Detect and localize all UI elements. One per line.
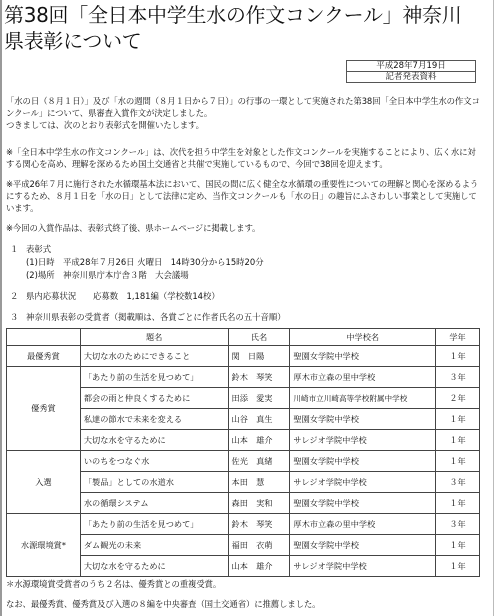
- essay-title: 「製品」としての水道水: [80, 472, 228, 493]
- grade: １年: [436, 409, 480, 430]
- ceremony-place: (2)場所 神奈川県庁本庁舎３階 大会議場: [26, 270, 189, 280]
- page-right-border: [493, 0, 494, 616]
- grade: ３年: [436, 367, 480, 388]
- school-name: 聖園女学院中学校: [290, 493, 436, 514]
- author-name: 鈴木 琴笑: [228, 514, 290, 535]
- section-1-title: 表彰式: [26, 244, 52, 254]
- table-row: [7, 451, 480, 472]
- footnote-duplicate: ＊水源環境賞受賞者のうち２名は、優秀賞との重複受賞。: [6, 579, 222, 589]
- school-name: 厚木市立森の里中学校: [290, 367, 436, 388]
- essay-title: 「あたり前の生活を見つめて」: [80, 514, 228, 535]
- school-name: 聖園女学院中学校: [290, 535, 436, 556]
- ceremony-date: (1)日時 平成28年７月26日 火曜日 14時30分から15時20分: [26, 257, 264, 267]
- header-name: 氏名: [228, 329, 290, 346]
- intro-paragraph-2: つきましては、次のとおり表彰式を開催いたします。: [6, 120, 204, 130]
- essay-title: いのちをつなぐ水: [80, 451, 228, 472]
- essay-title: 大切な水のためにできること: [80, 346, 228, 367]
- press-release-meta: [346, 60, 476, 83]
- school-name: 聖園女学院中学校: [290, 451, 436, 472]
- grade: １年: [436, 535, 480, 556]
- author-name: 福田 衣萌: [228, 535, 290, 556]
- author-name: 山本 雄介: [228, 430, 290, 451]
- essay-title: 大切な水を守るために: [80, 556, 228, 577]
- author-name: 佐光 真緒: [228, 451, 290, 472]
- award-water-source: 水源環境賞*: [7, 514, 81, 577]
- author-name: 山本 雄介: [228, 556, 290, 577]
- awards-table-header: [7, 329, 480, 346]
- grade: ３年: [436, 472, 480, 493]
- school-name: 厚木市立森の里中学校: [290, 514, 436, 535]
- entry-status: 県内応募状況 応募数 1,181編（学校数14校）: [26, 291, 220, 301]
- page-left-border: [0, 0, 2, 616]
- essay-title: 「あたり前の生活を見つめて」: [80, 367, 228, 388]
- school-name: サレジオ学院中学校: [290, 556, 436, 577]
- school-name: 聖園女学院中学校: [290, 409, 436, 430]
- release-date: 平成28年7月19日: [347, 61, 476, 72]
- intro-paragraph: 「水の日（８月１日）」及び「水の週間（８月１日から７日）」の行事の一環として実施された第38回「全日本中学生水の作文コンクール」について、県審査入賞作文が決定しました。: [6, 96, 480, 118]
- awardees-heading: 神奈川県表彰の受賞者（掲載順は、各賞ごとに作者氏名の五十音順）: [26, 312, 286, 322]
- essay-title: 私達の節水で未来を変える: [80, 409, 228, 430]
- award-excellence: 優秀賞: [7, 367, 81, 451]
- essay-title: 大切な水を守るために: [80, 430, 228, 451]
- note-homepage: ※今回の入賞作品は、表彰式終了後、県ホームページに掲載します。: [6, 223, 261, 233]
- school-name: サレジオ学院中学校: [290, 472, 436, 493]
- header-school: 中学校名: [290, 329, 436, 346]
- grade: １年: [436, 493, 480, 514]
- page-title: 第38回「全日本中学生水の作文コンクール」神奈川県表彰について: [4, 3, 462, 53]
- section-2-number: ２: [10, 291, 19, 301]
- essay-title: 都会の雨と仲良くするために: [80, 388, 228, 409]
- table-row: [7, 346, 480, 367]
- author-name: 田添 愛実: [228, 388, 290, 409]
- author-name: 山谷 真生: [228, 409, 290, 430]
- award-selected: 入選: [7, 451, 81, 514]
- grade: ２年: [436, 388, 480, 409]
- grade: １年: [436, 556, 480, 577]
- grade: １年: [436, 346, 480, 367]
- grade: ３年: [436, 514, 480, 535]
- note-contest: ※「全日本中学生水の作文コンクール」は、次代を担う中学生を対象とした作文コンクールを実施することにより、広く水に対する関心を高め、理解を深めるため国土交通省と共催で実施しているもので、今回で38回を迎えます。: [6, 147, 476, 169]
- header-grade: 学年: [436, 329, 480, 346]
- author-name: 本田 慧: [228, 472, 290, 493]
- school-name: 聖園女学院中学校: [290, 346, 436, 367]
- school-name: 川崎市立川崎高等学校附属中学校: [290, 388, 436, 409]
- header-title: 題名: [80, 329, 228, 346]
- author-name: 鈴木 琴笑: [228, 367, 290, 388]
- awards-table: [6, 328, 480, 577]
- table-row: [7, 514, 480, 535]
- award-grand-prize: 最優秀賞: [7, 346, 81, 367]
- note-water-law: ※平成26年７月に施行された水循環基本法において、国民の間に広く健全な水循環の重要性についての理解と関心を深めるようにするため、８月１日を「水の日」として法律に定め、当作文コンクールも「水の日」の趣旨にふさわしい事業として実施しています。: [6, 179, 479, 213]
- release-label: 記者発表資料: [347, 72, 476, 83]
- author-name: 関 日陽: [228, 346, 290, 367]
- footnote-recommendation: なお、最優秀賞、優秀賞及び入選の８編を中央審査（国土交通省）に推薦しました。: [6, 599, 321, 609]
- section-3-number: ３: [10, 312, 19, 322]
- author-name: 森田 実和: [228, 493, 290, 514]
- grade: １年: [436, 451, 480, 472]
- essay-title: 水の循環システム: [80, 493, 228, 514]
- grade: １年: [436, 430, 480, 451]
- header-award: [7, 329, 81, 346]
- section-1-number: １: [10, 244, 19, 254]
- table-row: [7, 367, 480, 388]
- school-name: サレジオ学院中学校: [290, 430, 436, 451]
- essay-title: ダム観光の未来: [80, 535, 228, 556]
